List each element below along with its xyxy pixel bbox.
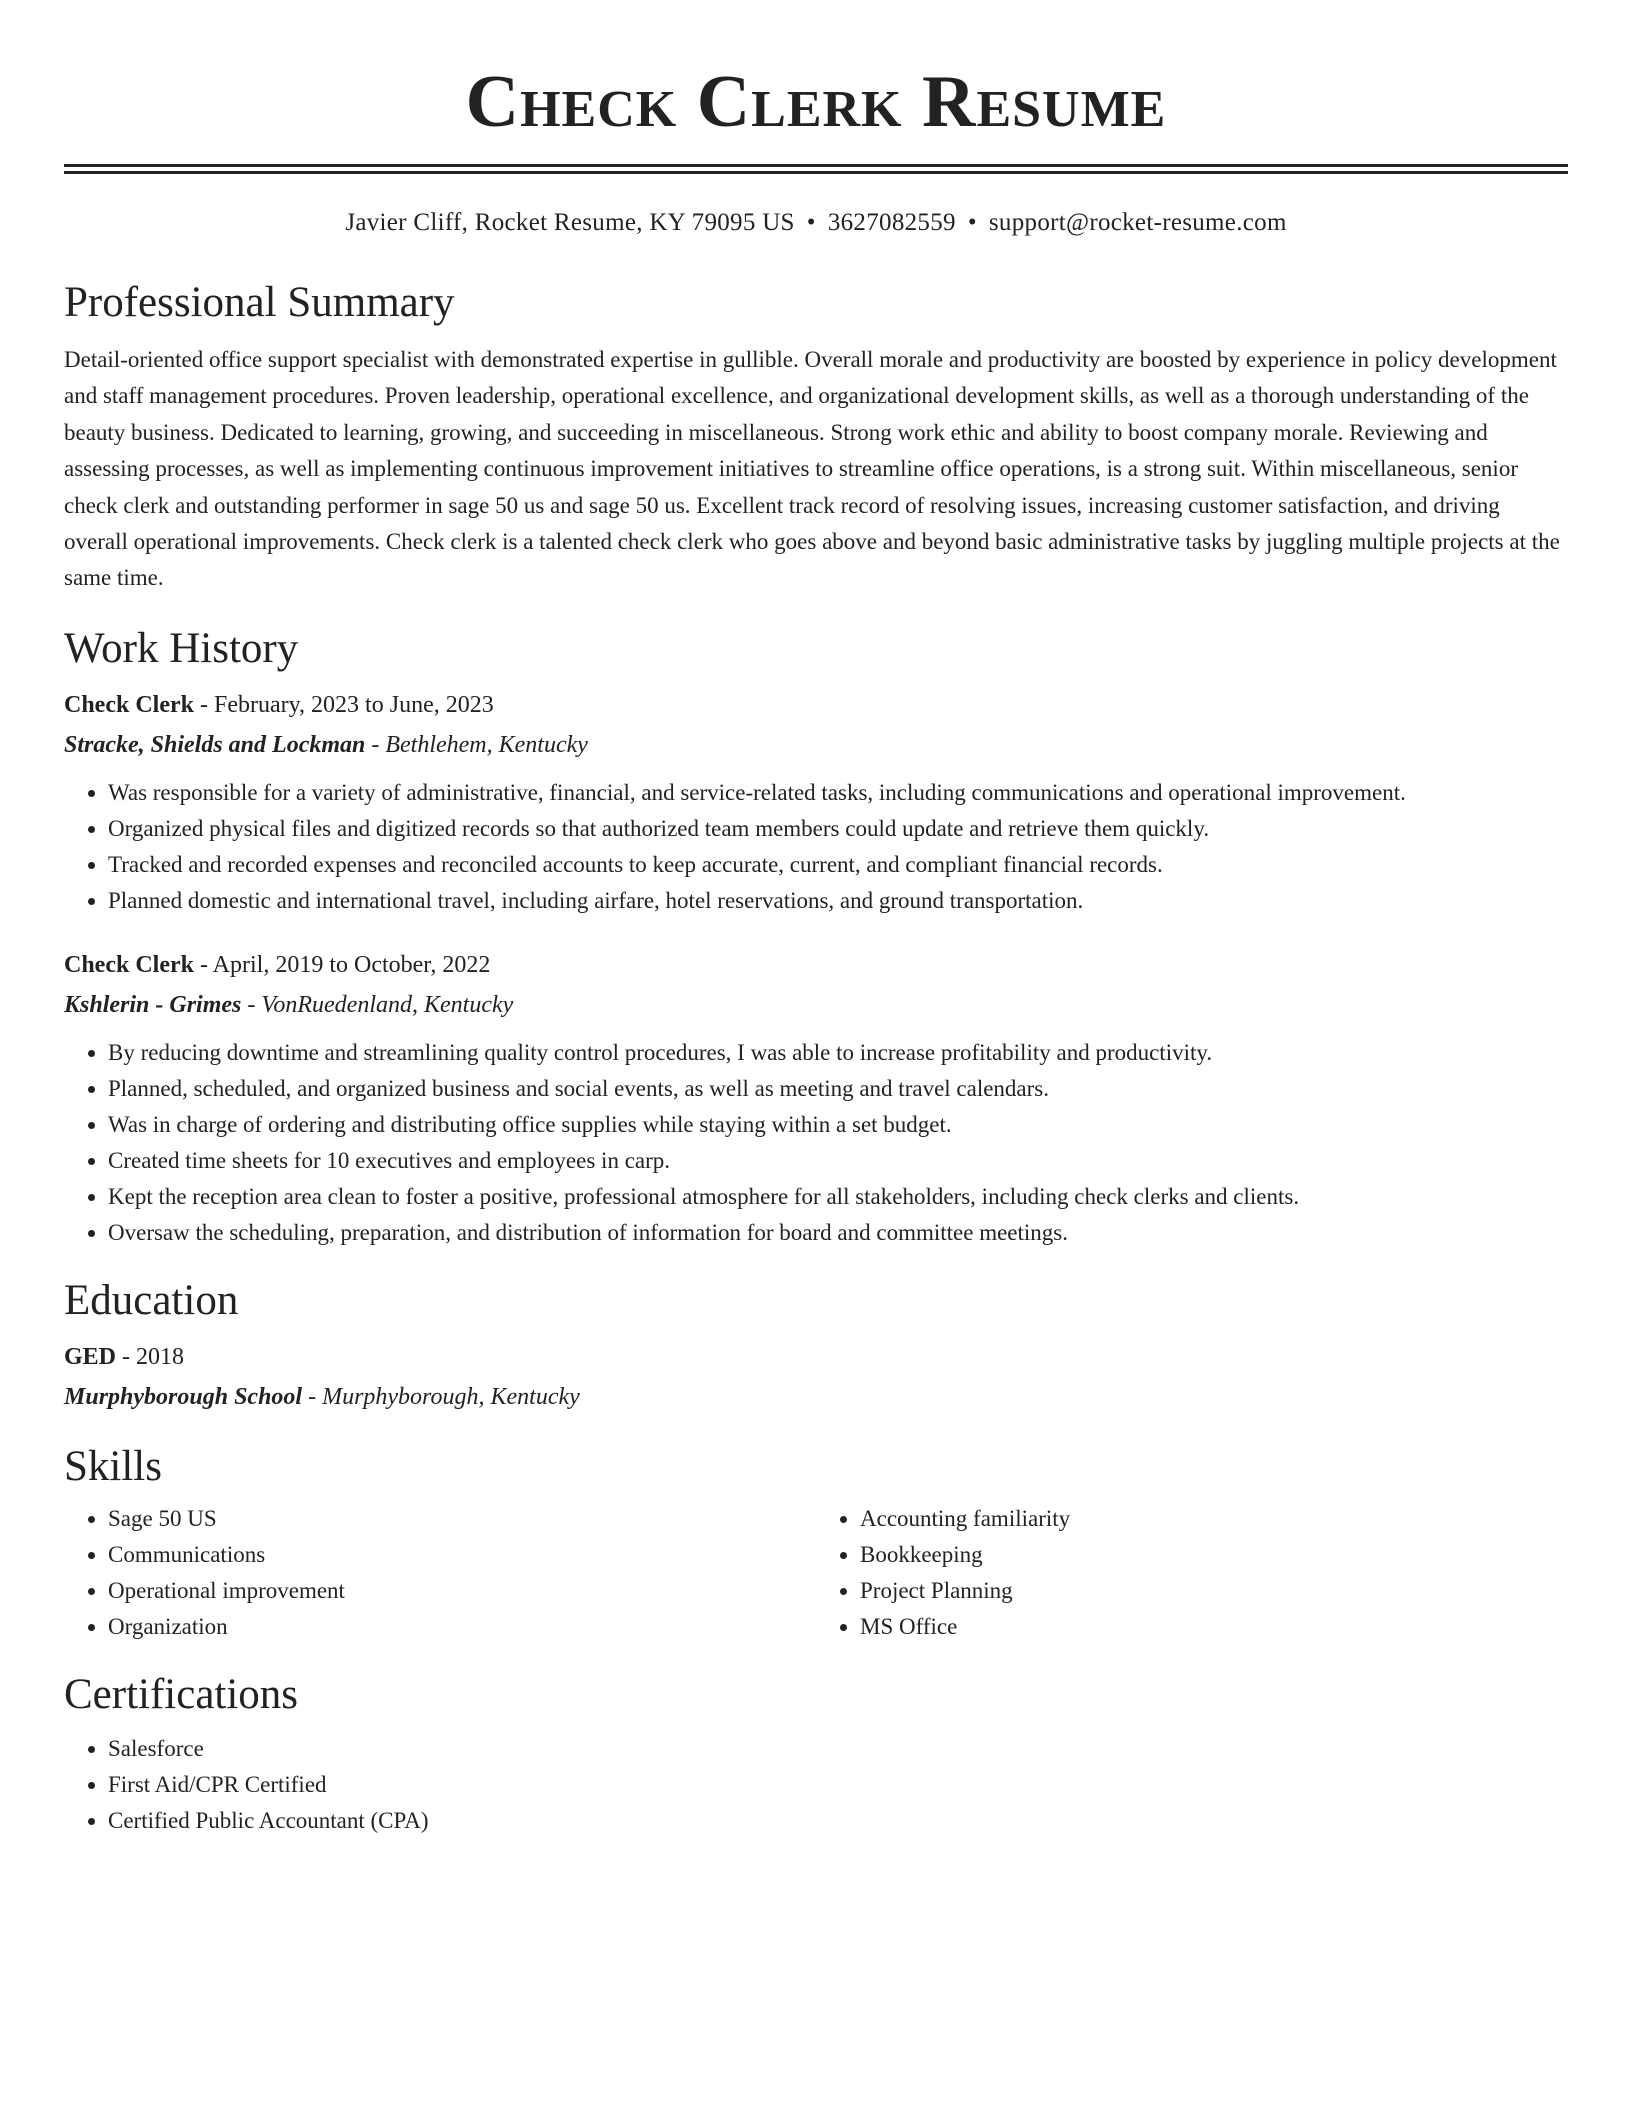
section-heading-certifications: Certifications bbox=[64, 1670, 299, 1718]
section-heading-work-history: Work History bbox=[64, 624, 299, 672]
education-location: - Murphyborough, Kentucky bbox=[302, 1383, 580, 1410]
job-title: Check Clerk bbox=[64, 951, 194, 978]
job-bullet: • Planned, scheduled, and organized business and social events, as well as meeting and travel calendars. bbox=[108, 1071, 1568, 1107]
skill-item: • Communications bbox=[108, 1537, 816, 1573]
job-bullet: • Tracked and recorded expenses and reconciled accounts to keep accurate, current, and compliant financial records. bbox=[108, 847, 1568, 883]
job-bullets bbox=[64, 775, 1568, 919]
certification-item: • First Aid/CPR Certified bbox=[108, 1767, 1568, 1803]
education-degree-line bbox=[64, 1337, 1568, 1377]
job-bullet: • By reducing downtime and streamlining quality control procedures, I was able to increase profitability and productivity. bbox=[108, 1035, 1568, 1071]
job-bullet: • Oversaw the scheduling, preparation, and distribution of information for board and committee meetings. bbox=[108, 1215, 1568, 1251]
certifications-list bbox=[64, 1731, 1568, 1839]
job-bullet: • Created time sheets for 10 executives and employees in carp. bbox=[108, 1143, 1568, 1179]
skill-item: • Operational improvement bbox=[108, 1573, 816, 1609]
contact-separator: • bbox=[967, 209, 977, 236]
resume-title: Check Clerk Resume bbox=[465, 61, 1167, 143]
summary-text: Detail-oriented office support specialist with demonstrated expertise in gullible. Overall morale and productivity are boosted by experience in policy development and staff management procedures. Proven leadership, operational excellence, and organizational development skills, as well as a thorough understanding of the beauty business. Dedicated to learning, growing, and succeeding in miscellaneous. Strong work ethic and ability to boost company morale. Reviewing and assessing processes, as well as implementing continuous improvement initiatives to streamline office operations, is a strong suit. Within miscellaneous, senior check clerk and outstanding performer in sage 50 us and sage 50 us. Excellent track record of resolving issues, increasing customer satisfaction, and driving overall operational improvements. Check clerk is a talented check clerk who goes above and beyond basic administrative tasks by juggling multiple projects at the same time. bbox=[64, 347, 1560, 591]
job-company-line bbox=[64, 725, 1568, 765]
contact-phone: 3627082559 bbox=[827, 209, 956, 236]
section-heading-skills: Skills bbox=[64, 1442, 162, 1490]
skill-item: • Sage 50 US bbox=[108, 1501, 816, 1537]
job-dates: - April, 2019 to October, 2022 bbox=[193, 951, 491, 978]
certification-item: • Certified Public Accountant (CPA) bbox=[108, 1803, 1568, 1839]
job-bullet: • Organized physical files and digitized records so that authorized team members could update and retrieve them quickly. bbox=[108, 811, 1568, 847]
job-title-line bbox=[64, 685, 1568, 725]
contact-separator: • bbox=[806, 209, 816, 236]
education-year: - 2018 bbox=[116, 1343, 185, 1370]
job-entry bbox=[64, 685, 1568, 919]
title-double-rule bbox=[64, 164, 1568, 174]
skill-item: • Bookkeeping bbox=[860, 1537, 1568, 1573]
skills-list-left bbox=[64, 1501, 816, 1645]
skill-item: • Accounting familiarity bbox=[860, 1501, 1568, 1537]
education-school: Murphyborough School bbox=[64, 1383, 303, 1410]
job-location: - Bethlehem, Kentucky bbox=[365, 731, 588, 758]
certification-item: • Salesforce bbox=[108, 1731, 1568, 1767]
job-bullet: • Kept the reception area clean to foster a positive, professional atmosphere for all stakeholders, including check clerks and clients. bbox=[108, 1179, 1568, 1215]
skill-item: • MS Office bbox=[860, 1609, 1568, 1645]
contact-address: Javier Cliff, Rocket Resume, KY 79095 US bbox=[345, 209, 795, 236]
job-entry bbox=[64, 945, 1568, 1251]
job-company: Kshlerin - Grimes bbox=[64, 991, 242, 1018]
skills-columns bbox=[64, 1493, 1568, 1645]
education-degree: GED bbox=[64, 1343, 117, 1370]
job-company-line bbox=[64, 985, 1568, 1025]
job-dates: - February, 2023 to June, 2023 bbox=[193, 691, 494, 718]
skills-list-right bbox=[816, 1501, 1568, 1645]
job-bullet: • Planned domestic and international travel, including airfare, hotel reservations, and ground transportation. bbox=[108, 883, 1568, 919]
skill-item: • Project Planning bbox=[860, 1573, 1568, 1609]
section-heading-summary: Professional Summary bbox=[64, 279, 455, 326]
section-heading-education: Education bbox=[64, 1276, 239, 1324]
job-company: Stracke, Shields and Lockman bbox=[64, 731, 366, 758]
skill-item: • Organization bbox=[108, 1609, 816, 1645]
job-location: - VonRuedenland, Kentucky bbox=[241, 991, 514, 1018]
job-bullets bbox=[64, 1035, 1568, 1251]
contact-line bbox=[64, 208, 1568, 238]
job-title-line bbox=[64, 945, 1568, 985]
job-bullet: • Was responsible for a variety of administrative, financial, and service-related tasks, including communications and operational improvement. bbox=[108, 775, 1568, 811]
job-bullet: • Was in charge of ordering and distributing office supplies while staying within a set budget. bbox=[108, 1107, 1568, 1143]
contact-email: support@rocket-resume.com bbox=[988, 209, 1287, 236]
job-title: Check Clerk bbox=[64, 691, 194, 718]
education-school-line bbox=[64, 1377, 1568, 1417]
